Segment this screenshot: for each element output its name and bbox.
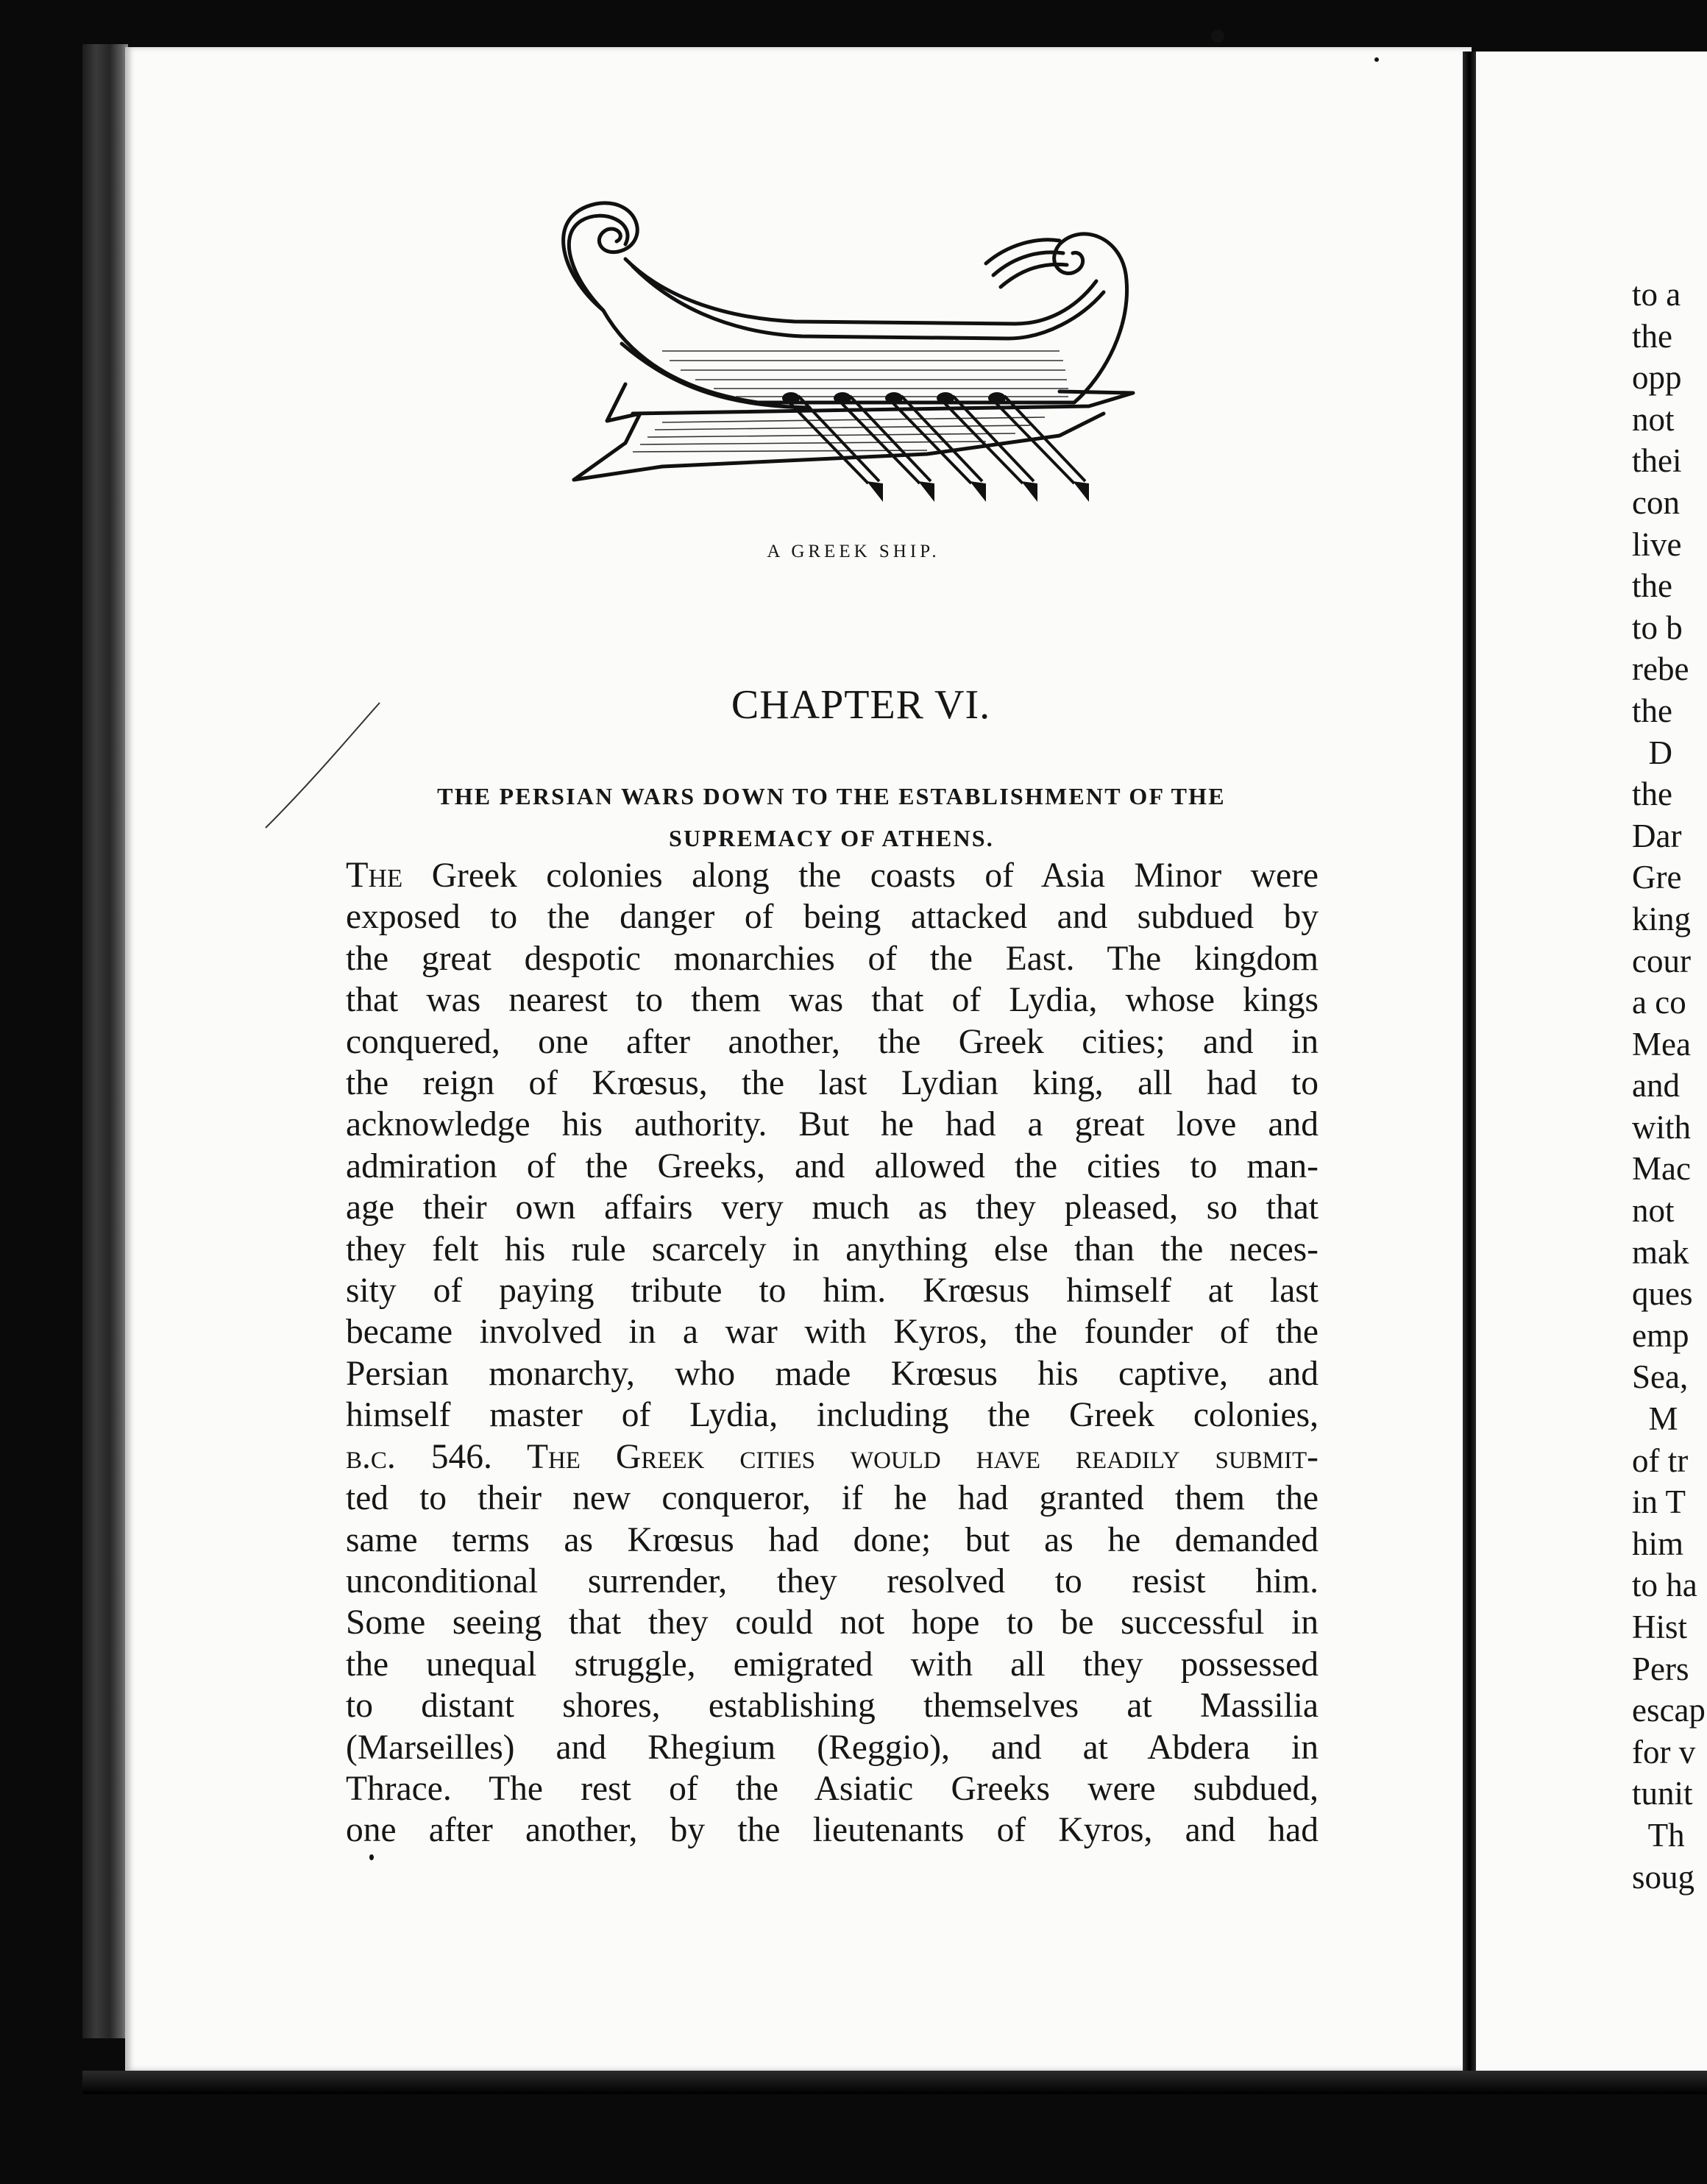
book-cover-edge: [82, 44, 128, 2038]
facing-page-line: soug: [1632, 1858, 1695, 1896]
facing-page-line: of tr: [1632, 1442, 1689, 1479]
chapter-title: CHAPTER VI.: [731, 682, 991, 728]
text-line: sity of paying tribute to him. Krœsus himself at last: [346, 1272, 1319, 1311]
text-line: same terms as Krœsus had done; but as he demanded: [346, 1520, 1319, 1559]
facing-page-line: opp: [1632, 359, 1682, 397]
drop-word: The: [346, 854, 403, 895]
scan-speck: [1374, 57, 1379, 62]
facing-page-line: in T: [1632, 1483, 1686, 1521]
subtitle-line-1: THE PERSIAN WARS DOWN TO THE ESTABLISHMENT OF THE: [437, 783, 1226, 809]
facing-page-line: the: [1632, 317, 1672, 355]
scan-speck: [1211, 29, 1224, 43]
facing-page-line: to b: [1632, 609, 1683, 646]
facing-page-line: emp: [1632, 1316, 1689, 1354]
text-line: the unequal struggle, emigrated with all they possessed: [346, 1645, 1319, 1684]
facing-page-line: live: [1632, 525, 1682, 563]
facing-page-line: Dar: [1632, 817, 1682, 854]
text-line: one after another, by the lieutenants of Kyros, and had: [346, 1811, 1319, 1850]
text-line: the great despotic monarchies of the East. The kingdom: [346, 939, 1319, 978]
facing-page-line: escap: [1632, 1692, 1706, 1729]
text-line: Thrace. The rest of the Asiatic Greeks were subdued,: [346, 1769, 1319, 1808]
text-line: Some seeing that they could not hope to be successful in: [346, 1603, 1319, 1642]
text-line: ted to their new conqueror, if he had granted them the: [346, 1479, 1319, 1518]
facing-page-line: to ha: [1632, 1567, 1697, 1604]
chapter-subtitle: [346, 776, 1317, 859]
facing-page-line: D: [1632, 734, 1672, 771]
facing-page-line: with: [1632, 1108, 1692, 1146]
facing-page-line: the: [1632, 692, 1672, 729]
facing-page-line: Th: [1632, 1816, 1685, 1854]
facing-page-line: him: [1632, 1525, 1684, 1562]
text-line: The Greek colonies along the coasts of Asia Minor were: [346, 854, 1319, 895]
facing-page-line: not: [1632, 400, 1675, 438]
page-gutter: [1463, 52, 1476, 2082]
bottom-shadow: [82, 2071, 1707, 2094]
facing-page-line: for v: [1632, 1733, 1696, 1770]
text-line: Persian monarchy, who made Krœsus his captive, and: [346, 1354, 1319, 1393]
text-line: to distant shores, establishing themselves at Massilia: [346, 1687, 1319, 1726]
text-line: admiration of the Greeks, and allowed the cities to man-: [346, 1146, 1319, 1185]
facing-page-line: mak: [1632, 1233, 1689, 1271]
facing-page-line: tunit: [1632, 1775, 1693, 1812]
text-line: that was nearest to them was that of Lydia, whose kings: [346, 981, 1319, 1020]
facing-page-line: Sea,: [1632, 1358, 1689, 1396]
facing-page-line: thei: [1632, 442, 1682, 480]
text-line: b.c. 546. The Greek cities would have readily submit-: [346, 1437, 1319, 1476]
scan-speck: [369, 1854, 374, 1860]
facing-page-line: the: [1632, 776, 1672, 813]
text-line: conquered, one after another, the Greek cities; and in: [346, 1022, 1319, 1061]
text-line: exposed to the danger of being attacked and subdued by: [346, 898, 1319, 937]
facing-page-line: a co: [1632, 984, 1686, 1021]
facing-page-line: Gre: [1632, 859, 1682, 896]
facing-page-line: king: [1632, 900, 1692, 937]
facing-page-line: con: [1632, 483, 1680, 521]
facing-page-line: to a: [1632, 276, 1681, 313]
facing-page-line: Pers: [1632, 1650, 1689, 1687]
facing-page-text: [1632, 274, 1707, 1898]
facing-page-line: Mac: [1632, 1150, 1691, 1188]
facing-page-line: not: [1632, 1192, 1675, 1230]
text-line: became involved in a war with Kyros, the founder of the: [346, 1313, 1319, 1352]
greek-ship-illustration: [515, 193, 1163, 517]
facing-page-line: Hist: [1632, 1609, 1688, 1645]
facing-page-line: the: [1632, 567, 1672, 605]
subtitle-line-2: SUPREMACY OF ATHENS.: [669, 825, 994, 851]
facing-page-line: ques: [1632, 1275, 1693, 1313]
facing-page-line: Mea: [1632, 1025, 1691, 1063]
facing-page-line: M: [1632, 1400, 1678, 1438]
text-line: (Marseilles) and Rhegium (Reggio), and at Abdera in: [346, 1728, 1319, 1767]
chapter-body-text: [346, 854, 1319, 1851]
text-line: they felt his rule scarcely in anything else than the neces-: [346, 1230, 1319, 1269]
text-line: himself master of Lydia, including the Greek colonies,: [346, 1396, 1319, 1435]
text-line: acknowledge his authority. But he had a great love and: [346, 1105, 1319, 1144]
facing-page-line: rebe: [1632, 650, 1689, 688]
figure-caption: A GREEK SHIP.: [767, 542, 940, 561]
text-line: age their own affairs very much as they pleased, so that: [346, 1188, 1319, 1227]
text-line: the reign of Krœsus, the last Lydian king, all had to: [346, 1064, 1319, 1103]
facing-page-line: cour: [1632, 942, 1691, 979]
facing-page-line: and: [1632, 1067, 1680, 1105]
text-line: unconditional surrender, they resolved to resist him.: [346, 1561, 1319, 1600]
